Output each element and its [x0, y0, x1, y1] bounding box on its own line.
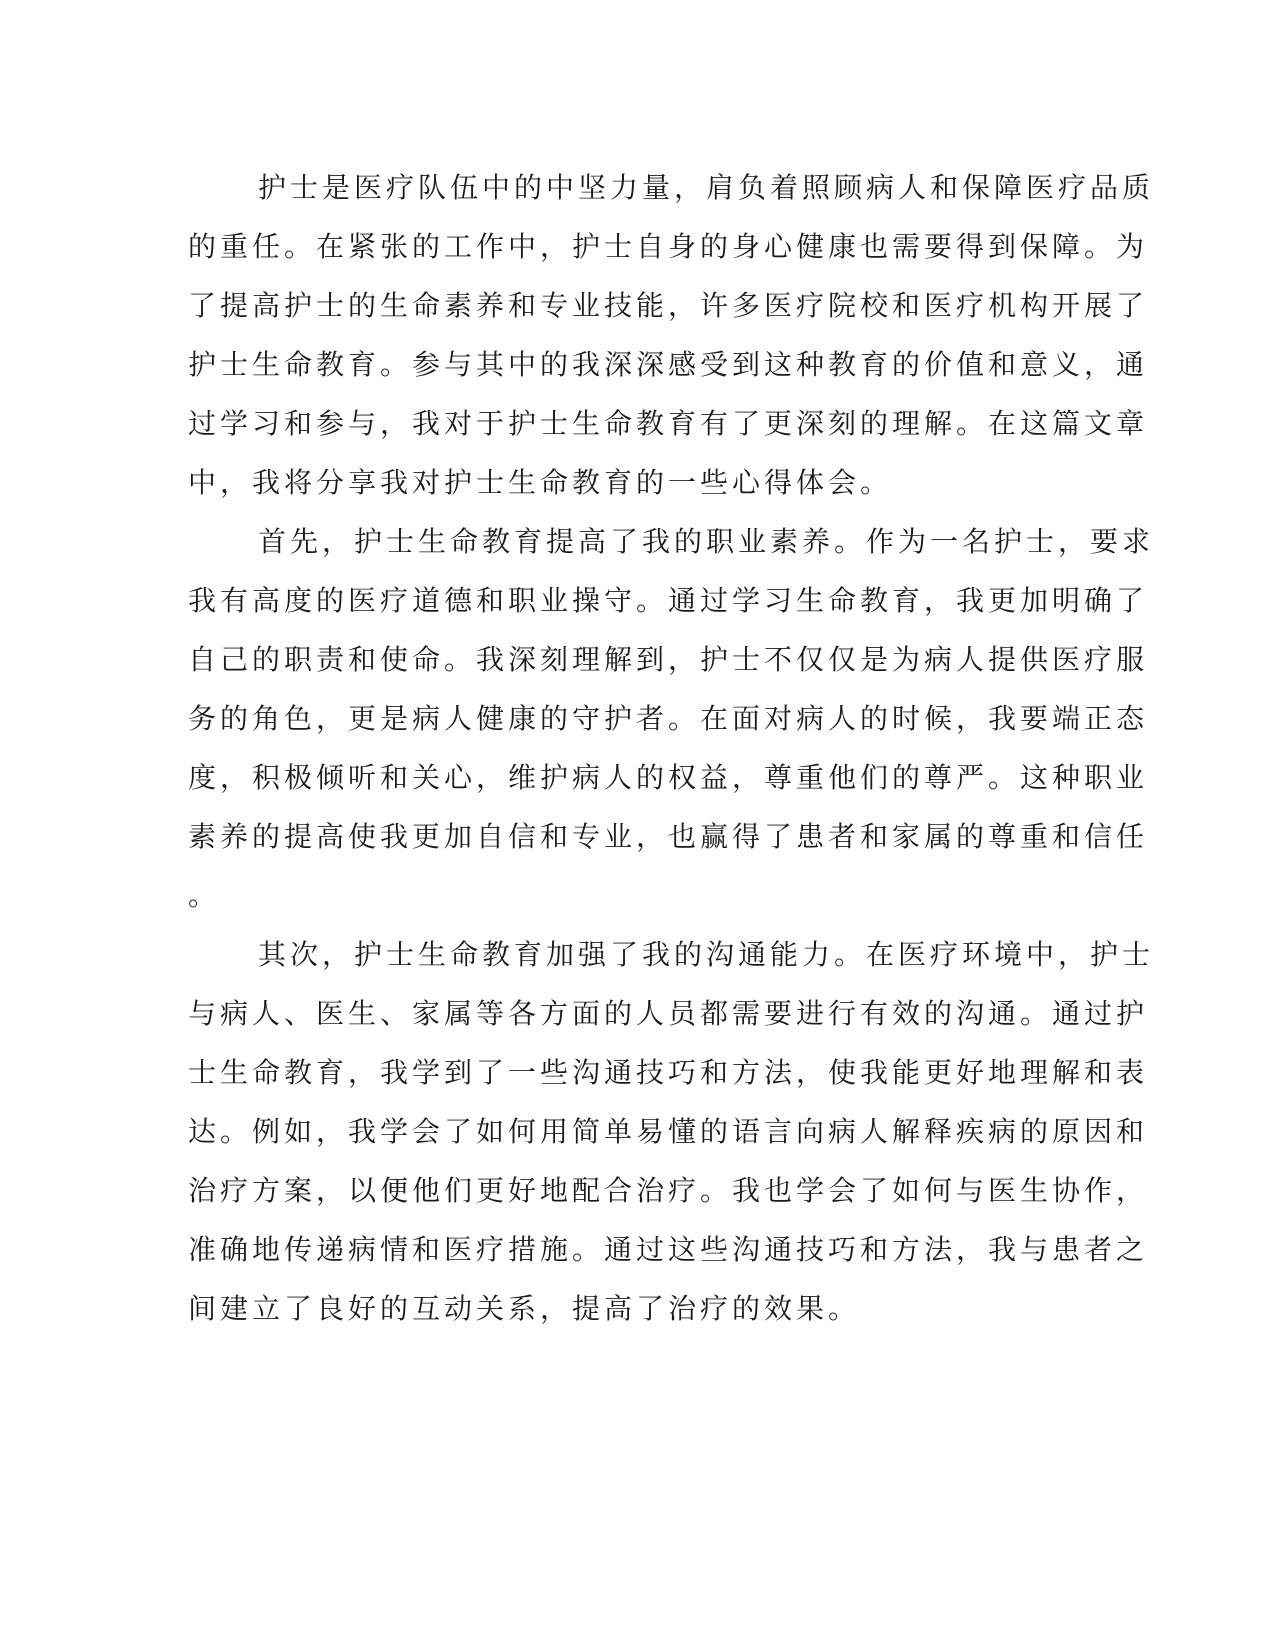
paragraph-line: 过学习和参与，我对于护士生命教育有了更深刻的理解。在这篇文章: [188, 407, 1149, 440]
paragraph-line: 度，积极倾听和关心，维护病人的权益，尊重他们的尊严。这种职业: [188, 761, 1149, 794]
paragraph-line: 素养的提高使我更加自信和专业，也赢得了患者和家属的尊重和信任: [188, 820, 1149, 853]
paragraph-line: 治疗方案，以便他们更好地配合治疗。我也学会了如何与医生协作，: [188, 1174, 1149, 1207]
paragraph-line: 准确地传递病情和医疗措施。通过这些沟通技巧和方法，我与患者之: [188, 1233, 1149, 1266]
paragraph-line: 首先，护士生命教育提高了我的职业素养。作为一名护士，要求: [258, 525, 1155, 558]
paragraph: [188, 512, 1155, 925]
paragraph-line: 与病人、医生、家属等各方面的人员都需要进行有效的沟通。通过护: [188, 997, 1149, 1030]
paragraph-line: 达。例如，我学会了如何用简单易懂的语言向病人解释疾病的原因和: [188, 1115, 1149, 1148]
document-body: [188, 158, 1155, 1338]
paragraph-line: 务的角色，更是病人健康的守护者。在面对病人的时候，我要端正态: [188, 702, 1149, 735]
paragraph-line: 我有高度的医疗道德和职业操守。通过学习生命教育，我更加明确了: [188, 584, 1149, 617]
paragraph: [188, 925, 1155, 1338]
paragraph-line: 护士是医疗队伍中的中坚力量，肩负着照顾病人和保障医疗品质: [258, 171, 1155, 204]
paragraph-line: 护士生命教育。参与其中的我深深感受到这种教育的价值和意义，通: [188, 348, 1149, 381]
paragraph-line: 中，我将分享我对护士生命教育的一些心得体会。: [188, 466, 893, 499]
paragraph-line: 士生命教育，我学到了一些沟通技巧和方法，使我能更好地理解和表: [188, 1056, 1149, 1089]
paragraph-line: 间建立了良好的互动关系，提高了治疗的效果。: [188, 1292, 861, 1325]
paragraph-line: 的重任。在紧张的工作中，护士自身的身心健康也需要得到保障。为: [188, 230, 1149, 263]
paragraph: [188, 158, 1155, 512]
paragraph-line: 其次，护士生命教育加强了我的沟通能力。在医疗环境中，护士: [258, 938, 1155, 971]
paragraph-line: 了提高护士的生命素养和专业技能，许多医疗院校和医疗机构开展了: [188, 289, 1149, 322]
paragraph-line: 。: [188, 879, 221, 912]
paragraph-line: 自己的职责和使命。我深刻理解到，护士不仅仅是为病人提供医疗服: [188, 643, 1149, 676]
